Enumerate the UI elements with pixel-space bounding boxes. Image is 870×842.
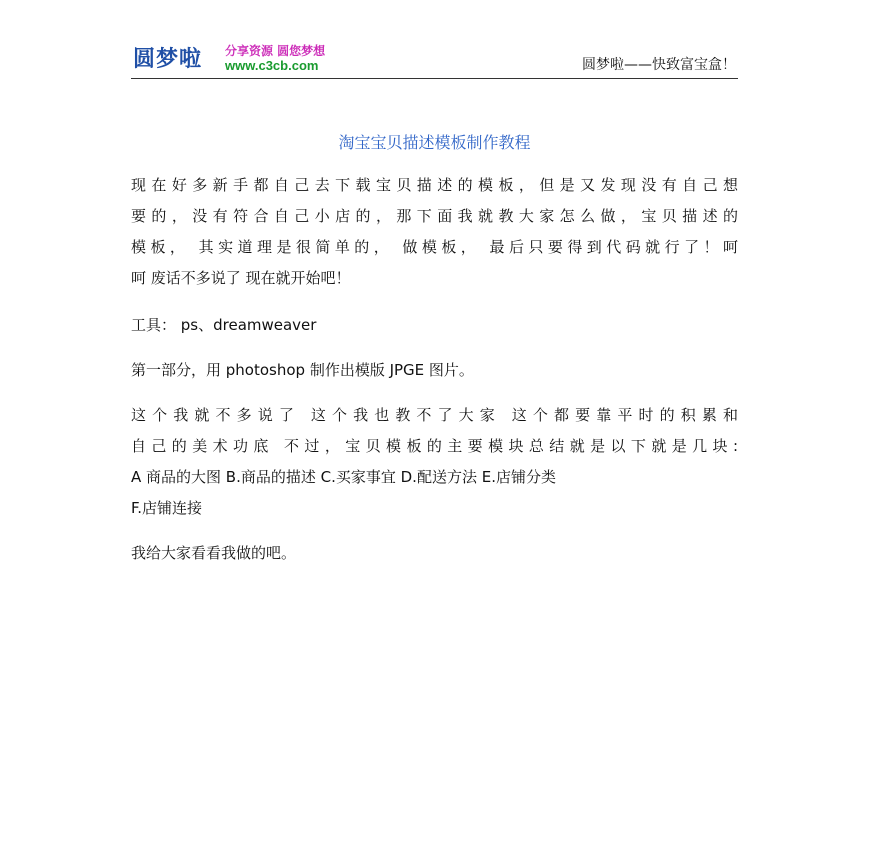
text-line: 要的，没有符合自己小店的，那下面我就教大家怎么做，宝贝描述的: [131, 207, 738, 225]
text-line: A 商品的大图 B.商品的描述 C.买家事宜 D.配送方法 E.店铺分类: [131, 468, 556, 486]
modules-paragraph: [131, 400, 738, 524]
page-header: [131, 38, 738, 79]
logo-tagline: 分享资源 圆您梦想: [225, 44, 326, 58]
tools-paragraph: [131, 310, 738, 341]
text-line: 现在好多新手都自己去下载宝贝描述的模板，但是又发现没有自己想: [131, 176, 738, 194]
text-line: 这个我就不多说了 这个我也教不了大家 这个都要靠平时的积累和: [131, 406, 738, 424]
closing-line: 我给大家看看我做的吧。: [131, 544, 297, 562]
site-logo: 圆梦啦: [133, 47, 203, 72]
text-line: 模板， 其实道理是很简单的， 做模板， 最后只要得到代码就行了！呵: [131, 238, 738, 256]
part1-line: 第一部分，用 photoshop 制作出模版 JPGE 图片。: [131, 361, 474, 379]
text-line: 呵 废话不多说了 现在就开始吧！: [131, 269, 351, 287]
tools-line: 工具： ps、dreamweaver: [131, 316, 317, 334]
document-title: 淘宝宝贝描述模板制作教程: [338, 133, 531, 152]
header-slogan: 圆梦啦——快致富宝盒！: [582, 57, 736, 73]
intro-paragraph: [131, 170, 738, 294]
logo-url: www.c3cb.com: [225, 58, 319, 73]
text-line: F.店铺连接: [131, 499, 202, 517]
part1-paragraph: [131, 355, 738, 386]
closing-paragraph: [131, 538, 738, 569]
text-line: 自己的美术功底 不过，宝贝模板的主要模块总结就是以下就是几块:: [131, 437, 738, 455]
